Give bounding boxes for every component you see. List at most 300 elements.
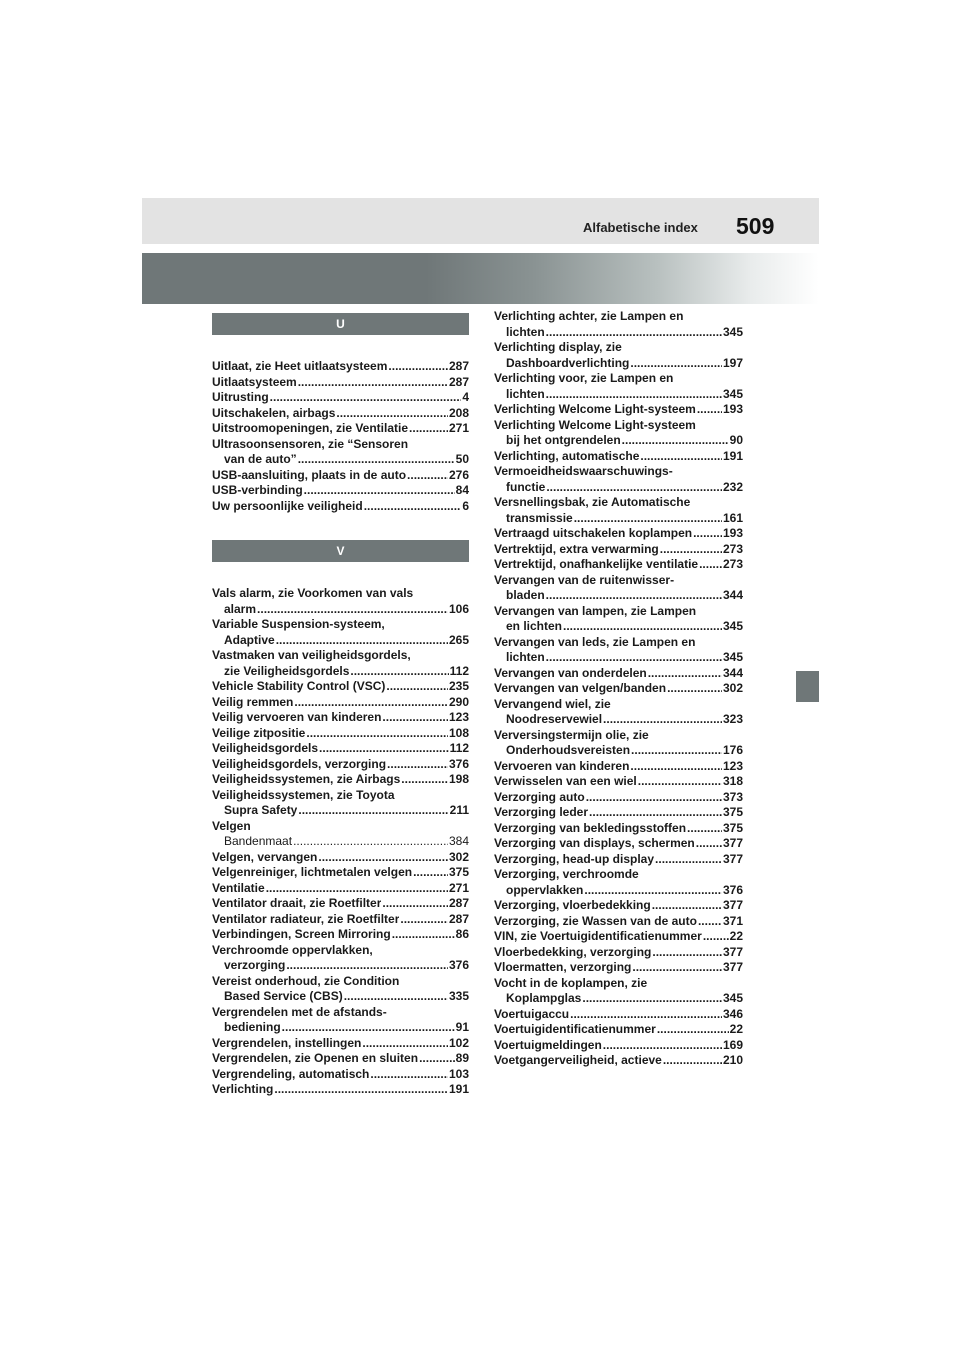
dot-leader bbox=[631, 743, 722, 759]
entry-page-number: 84 bbox=[455, 483, 469, 497]
entry-term: Uitstroomopeningen, zie Ventilatie bbox=[212, 421, 409, 435]
entry-page-number: 371 bbox=[722, 913, 743, 928]
entry-line bbox=[494, 821, 743, 837]
entry-line bbox=[212, 710, 469, 726]
index-entry bbox=[494, 836, 743, 852]
dot-leader bbox=[270, 390, 462, 406]
entry-term: Based Service (CBS) bbox=[224, 989, 343, 1003]
entry-line bbox=[212, 772, 469, 788]
entry-page-number: 193 bbox=[722, 526, 743, 540]
entry-term: Verversingstermijn olie, zie bbox=[494, 727, 649, 742]
entry-term: lichten bbox=[506, 324, 545, 339]
header-band bbox=[142, 198, 819, 244]
entry-page-number: 123 bbox=[722, 758, 743, 773]
entry-line bbox=[494, 883, 743, 899]
entry-line bbox=[212, 896, 469, 912]
entry-page-number: 345 bbox=[722, 619, 743, 633]
dot-leader bbox=[667, 681, 722, 697]
index-entry bbox=[494, 929, 743, 945]
entry-term: Vervangend wiel, zie bbox=[494, 696, 611, 711]
entry-page-number: 273 bbox=[722, 541, 743, 556]
index-entry bbox=[494, 557, 743, 573]
entry-line bbox=[494, 1007, 743, 1023]
entry-page-number: 210 bbox=[722, 1053, 743, 1067]
entry-page-number: 232 bbox=[722, 479, 743, 494]
index-entry bbox=[212, 421, 469, 437]
index-entry bbox=[212, 1036, 469, 1052]
index-entry bbox=[494, 1038, 743, 1054]
index-entry bbox=[212, 865, 469, 881]
dot-leader bbox=[304, 483, 455, 499]
entry-term: Verlichting bbox=[212, 1082, 274, 1096]
entry-term: VIN, zie Voertuigidentificatienummer bbox=[494, 929, 702, 943]
entry-line bbox=[212, 664, 469, 680]
entry-term: Verlichting voor, zie Lampen en bbox=[494, 371, 674, 385]
entry-term: USB-aansluiting, plaats in de auto bbox=[212, 467, 407, 482]
entry-line bbox=[212, 881, 469, 897]
dot-leader bbox=[696, 836, 722, 852]
index-entry bbox=[494, 790, 743, 806]
index-entry bbox=[212, 679, 469, 695]
entry-page-number: 169 bbox=[722, 1037, 743, 1052]
entry-page-number: 6 bbox=[462, 498, 469, 513]
entry-page-number: 271 bbox=[448, 421, 469, 435]
entry-line bbox=[494, 681, 743, 697]
entry-term: Verlichting achter, zie Lampen en bbox=[494, 309, 684, 323]
entry-line bbox=[212, 726, 469, 742]
dot-leader bbox=[660, 542, 722, 558]
entry-page-number: 106 bbox=[448, 601, 469, 616]
dot-leader bbox=[350, 664, 448, 680]
index-entry bbox=[494, 774, 743, 790]
entry-page-number: 375 bbox=[722, 805, 743, 819]
entry-term: Uw persoonlijke veiligheid bbox=[212, 498, 363, 513]
entry-term: Verlichting Welcome Light-systeem bbox=[494, 402, 696, 416]
entry-term: Veiligheidsgordels bbox=[212, 741, 319, 755]
entry-page-number: 373 bbox=[722, 789, 743, 804]
entry-term: Verwisselen van een wiel bbox=[494, 774, 637, 788]
entry-line bbox=[494, 1038, 743, 1054]
index-entry bbox=[494, 604, 743, 635]
entry-term: Veilige zitpositie bbox=[212, 725, 306, 740]
entry-term: bladen bbox=[506, 588, 545, 602]
index-entry bbox=[212, 772, 469, 788]
entry-term: Vergrendelen, zie Openen en sluiten bbox=[212, 1051, 419, 1065]
dot-leader bbox=[364, 499, 462, 515]
index-entry bbox=[212, 1051, 469, 1067]
index-entry bbox=[494, 914, 743, 930]
dot-leader bbox=[546, 588, 722, 604]
entry-term: Verbindingen, Screen Mirroring bbox=[212, 927, 391, 941]
entry-term: Vertraagd uitschakelen koplampen bbox=[494, 526, 693, 540]
index-entry bbox=[494, 542, 743, 558]
index-entry bbox=[212, 695, 469, 711]
entry-term: Vervoeren van kinderen bbox=[494, 758, 630, 773]
index-entry bbox=[494, 635, 743, 666]
index-column-left bbox=[212, 313, 469, 1098]
dot-leader bbox=[563, 619, 722, 635]
index-entry bbox=[212, 943, 469, 974]
entry-term: Verzorging leder bbox=[494, 805, 589, 819]
entry-term: alarm bbox=[224, 601, 257, 616]
dot-leader bbox=[266, 881, 448, 897]
entry-line bbox=[212, 1067, 469, 1083]
entry-page-number: 112 bbox=[449, 741, 469, 755]
subentry-page-number: 384 bbox=[448, 834, 469, 848]
dot-leader bbox=[582, 991, 722, 1007]
dot-leader bbox=[413, 865, 448, 881]
index-entry bbox=[212, 617, 469, 648]
dot-leader bbox=[401, 772, 448, 788]
entry-page-number: 112 bbox=[449, 663, 469, 678]
index-entry bbox=[494, 852, 743, 868]
entry-page-number: 377 bbox=[722, 836, 743, 850]
entry-line bbox=[494, 526, 743, 542]
entry-term: Vermoeidheidswaarschuwings- bbox=[494, 464, 673, 478]
entry-page-number: 287 bbox=[448, 374, 469, 389]
index-entry bbox=[212, 819, 469, 850]
entry-page-number: 377 bbox=[722, 944, 743, 959]
entry-term: transmissie bbox=[506, 510, 573, 525]
entry-term: Veiligheidssystemen, zie Airbags bbox=[212, 772, 401, 786]
dot-leader bbox=[386, 679, 448, 695]
index-entry bbox=[494, 821, 743, 837]
entry-page-number: 108 bbox=[448, 725, 469, 740]
entry-term: zie Veiligheidsgordels bbox=[224, 663, 350, 678]
entry-term: Verzorging, verchroomde bbox=[494, 867, 639, 881]
entry-page-number: 86 bbox=[455, 927, 469, 941]
index-entry bbox=[494, 340, 743, 371]
entry-line bbox=[212, 483, 469, 499]
entry-term: Vergrendelen, instellingen bbox=[212, 1035, 362, 1050]
entry-term: USB-verbinding bbox=[212, 483, 303, 497]
entry-page-number: 318 bbox=[722, 774, 743, 788]
entry-page-number: 377 bbox=[722, 851, 743, 866]
entry-line bbox=[494, 402, 743, 418]
entry-page-number: 191 bbox=[722, 448, 743, 463]
entry-term: Voetgangerveiligheid, actieve bbox=[494, 1053, 662, 1067]
dot-leader bbox=[584, 883, 722, 899]
entry-term: Veiligheidsgordels, verzorging bbox=[212, 756, 387, 771]
entry-page-number: 345 bbox=[722, 650, 743, 664]
dot-leader bbox=[407, 468, 448, 484]
entry-page-number: 91 bbox=[455, 1020, 469, 1034]
index-entry bbox=[494, 728, 743, 759]
entry-line bbox=[494, 790, 743, 806]
entry-term: Voertuigidentificatienummer bbox=[494, 1022, 656, 1036]
dot-leader bbox=[370, 1067, 448, 1083]
entry-line bbox=[494, 852, 743, 868]
entry-term: Ventilator radiateur, zie Roetfilter bbox=[212, 911, 400, 926]
entry-line bbox=[494, 805, 743, 821]
entry-page-number: 102 bbox=[448, 1035, 469, 1050]
entry-term: Veiligheidssystemen, zie Toyota bbox=[212, 787, 395, 802]
dot-leader bbox=[648, 666, 722, 682]
dot-leader bbox=[693, 526, 722, 542]
entry-term: bediening bbox=[224, 1020, 281, 1034]
dot-leader bbox=[630, 356, 722, 372]
entry-term: en lichten bbox=[506, 619, 563, 633]
dot-leader bbox=[546, 650, 722, 666]
entry-line bbox=[494, 356, 743, 372]
dot-leader bbox=[657, 1022, 729, 1038]
entry-term: Verlichting display, zie bbox=[494, 340, 622, 354]
entry-page-number: 346 bbox=[722, 1006, 743, 1021]
entry-page-number: 302 bbox=[722, 681, 743, 695]
entry-line bbox=[494, 712, 743, 728]
dot-leader bbox=[298, 452, 455, 468]
entry-line bbox=[212, 452, 469, 468]
index-entry bbox=[494, 402, 743, 418]
chapter-tab-marker bbox=[796, 671, 819, 702]
entry-line bbox=[212, 927, 469, 943]
index-entry bbox=[494, 867, 743, 898]
entry-term: Uitlaat, zie Heet uitlaatsysteem bbox=[212, 359, 388, 373]
dot-leader bbox=[589, 805, 722, 821]
entry-page-number: 89 bbox=[455, 1051, 469, 1065]
entry-page-number: 345 bbox=[722, 324, 743, 339]
index-entry bbox=[494, 495, 743, 526]
entry-line bbox=[494, 743, 743, 759]
entry-line bbox=[494, 557, 743, 573]
entry-term: Veilig remmen bbox=[212, 694, 294, 709]
entry-term: Vereist onderhoud, zie Condition bbox=[212, 973, 400, 988]
entry-line bbox=[494, 774, 743, 790]
entry-page-number: 211 bbox=[449, 803, 469, 817]
entry-term: Vergrendelen met de afstands- bbox=[212, 1004, 387, 1019]
index-entry bbox=[494, 1007, 743, 1023]
entry-line bbox=[212, 468, 469, 484]
entry-page-number: 276 bbox=[448, 467, 469, 482]
entry-term: lichten bbox=[506, 650, 545, 664]
entry-line bbox=[494, 991, 743, 1007]
index-entry bbox=[494, 805, 743, 821]
index-entry bbox=[494, 464, 743, 495]
entry-page-number: 271 bbox=[448, 880, 469, 895]
index-entry bbox=[212, 927, 469, 943]
dot-leader bbox=[387, 757, 448, 773]
dot-leader bbox=[298, 375, 448, 391]
entry-line bbox=[212, 375, 469, 391]
dot-leader bbox=[409, 421, 448, 437]
dot-leader bbox=[546, 480, 722, 496]
dot-leader bbox=[632, 960, 722, 976]
dot-leader bbox=[603, 712, 722, 728]
section-letter-header: U bbox=[212, 313, 469, 335]
dot-leader bbox=[687, 821, 722, 837]
dot-leader bbox=[286, 958, 448, 974]
dot-leader bbox=[276, 633, 448, 649]
dot-leader bbox=[419, 1051, 455, 1067]
dot-leader bbox=[298, 803, 448, 819]
entry-page-number: 302 bbox=[448, 849, 469, 864]
entry-line bbox=[494, 387, 743, 403]
index-entry bbox=[212, 1082, 469, 1098]
entry-page-number: 345 bbox=[722, 386, 743, 401]
header-gradient-bar bbox=[142, 253, 819, 304]
index-entry bbox=[212, 1005, 469, 1036]
index-entry bbox=[494, 449, 743, 465]
index-entry bbox=[494, 666, 743, 682]
entry-page-number: 376 bbox=[722, 882, 743, 897]
entry-line bbox=[212, 1020, 469, 1036]
entry-line bbox=[494, 619, 743, 635]
entry-term: Verzorging van bekledingsstoffen bbox=[494, 820, 687, 835]
index-entry bbox=[212, 896, 469, 912]
dot-leader bbox=[546, 387, 722, 403]
entry-page-number: 376 bbox=[448, 756, 469, 771]
entry-line bbox=[212, 803, 469, 819]
entry-line bbox=[212, 695, 469, 711]
entry-line bbox=[212, 1082, 469, 1098]
entry-page-number: 50 bbox=[455, 452, 469, 466]
entry-term: Variable Suspension-systeem, bbox=[212, 617, 385, 631]
entry-line bbox=[494, 836, 743, 852]
entry-term: Vloerbedekking, verzorging bbox=[494, 944, 652, 959]
index-entry bbox=[212, 406, 469, 422]
entry-term: Vervangen van lampen, zie Lampen bbox=[494, 603, 697, 618]
entry-line bbox=[212, 679, 469, 695]
entry-page-number: 191 bbox=[448, 1082, 469, 1096]
entry-page-number: 375 bbox=[722, 820, 743, 835]
entry-line bbox=[212, 989, 469, 1005]
dot-leader bbox=[382, 710, 448, 726]
entry-line bbox=[494, 929, 743, 945]
entry-term: Noodreservewiel bbox=[506, 712, 603, 726]
entry-term: Velgen, vervangen bbox=[212, 849, 318, 864]
index-entry bbox=[212, 483, 469, 499]
index-entry bbox=[494, 697, 743, 728]
section-letter-header: V bbox=[212, 540, 469, 562]
entry-term: Supra Safety bbox=[224, 803, 298, 817]
index-entry bbox=[494, 371, 743, 402]
entry-line bbox=[212, 741, 469, 757]
entry-page-number: 344 bbox=[722, 665, 743, 680]
index-entry bbox=[212, 375, 469, 391]
entry-term: Vervangen van velgen/banden bbox=[494, 681, 667, 695]
index-entry bbox=[494, 573, 743, 604]
dot-leader bbox=[697, 402, 722, 418]
entry-page-number: 22 bbox=[729, 1022, 743, 1036]
entry-page-number: 161 bbox=[722, 510, 743, 525]
entry-page-number: 376 bbox=[448, 958, 469, 972]
index-entry bbox=[212, 912, 469, 928]
index-entry bbox=[494, 960, 743, 976]
entry-term: Dashboardverlichting bbox=[506, 355, 630, 370]
dot-leader bbox=[546, 325, 722, 341]
entry-term: Verzorging, head-up display bbox=[494, 851, 655, 866]
dot-leader bbox=[586, 790, 722, 806]
entry-page-number: 377 bbox=[722, 898, 743, 912]
dot-leader bbox=[698, 914, 722, 930]
dot-leader bbox=[392, 927, 455, 943]
index-entry bbox=[494, 759, 743, 775]
index-entry bbox=[212, 1067, 469, 1083]
entry-line bbox=[494, 898, 743, 914]
header-title: Alfabetische index bbox=[583, 220, 698, 235]
entry-line bbox=[494, 914, 743, 930]
entry-term: Ventilatie bbox=[212, 880, 265, 895]
dot-leader bbox=[362, 1036, 448, 1052]
entry-page-number: 208 bbox=[448, 405, 469, 420]
entry-term: Vloermatten, verzorging bbox=[494, 960, 632, 974]
index-entry bbox=[494, 681, 743, 697]
subentry-term: Bandenmaat bbox=[224, 834, 293, 848]
index-entry bbox=[212, 850, 469, 866]
entry-term: Velgen bbox=[212, 818, 251, 833]
entry-line bbox=[494, 511, 743, 527]
dot-leader bbox=[652, 898, 722, 914]
entry-line bbox=[212, 359, 469, 375]
dot-leader bbox=[306, 726, 448, 742]
dot-leader bbox=[655, 852, 722, 868]
entry-line bbox=[212, 390, 469, 406]
entry-page-number: 103 bbox=[448, 1066, 469, 1081]
entry-term: Velgenreiniger, lichtmetalen velgen bbox=[212, 865, 413, 879]
entry-term: Verchroomde oppervlakken, bbox=[212, 942, 373, 957]
dot-leader bbox=[318, 850, 448, 866]
entry-page-number: 377 bbox=[722, 960, 743, 974]
index-entry bbox=[212, 881, 469, 897]
entry-line bbox=[494, 542, 743, 558]
dot-leader bbox=[400, 912, 448, 928]
entry-term: oppervlakken bbox=[506, 882, 584, 897]
entry-line bbox=[212, 406, 469, 422]
dot-leader bbox=[603, 1038, 722, 1054]
index-entry bbox=[494, 976, 743, 1007]
entry-page-number: 4 bbox=[462, 390, 469, 404]
entry-page-number: 335 bbox=[448, 989, 469, 1003]
index-entry bbox=[494, 945, 743, 961]
entry-line bbox=[494, 945, 743, 961]
entry-term: Verlichting Welcome Light-systeem bbox=[494, 417, 696, 432]
dot-leader bbox=[388, 359, 448, 375]
entry-term: Verzorging, zie Wassen van de auto bbox=[494, 913, 697, 928]
entry-page-number: 287 bbox=[448, 359, 469, 373]
dot-leader bbox=[293, 834, 448, 850]
dot-leader bbox=[652, 945, 722, 961]
dot-leader bbox=[640, 449, 722, 465]
entry-page-number: 198 bbox=[448, 772, 469, 786]
index-entry bbox=[494, 526, 743, 542]
dot-leader bbox=[630, 759, 722, 775]
section-spacer bbox=[212, 514, 469, 540]
entry-line bbox=[212, 633, 469, 649]
index-entry bbox=[494, 1053, 743, 1069]
entry-page-number: 273 bbox=[722, 557, 743, 571]
entry-line bbox=[494, 960, 743, 976]
entry-page-number: 123 bbox=[448, 710, 469, 724]
index-entry bbox=[494, 309, 743, 340]
entry-term: verzorging bbox=[224, 958, 286, 972]
index-entry bbox=[212, 468, 469, 484]
entry-term: Versnellingsbak, zie Automatische bbox=[494, 495, 691, 509]
entry-term: van de auto” bbox=[224, 452, 297, 466]
entry-page-number: 345 bbox=[722, 991, 743, 1005]
index-entry bbox=[212, 757, 469, 773]
dot-leader bbox=[282, 1020, 455, 1036]
dot-leader bbox=[382, 896, 448, 912]
entry-term: Onderhoudsvereisten bbox=[506, 743, 631, 757]
entry-term: Verzorging, vloerbedekking bbox=[494, 898, 651, 912]
entry-term: Vehicle Stability Control (VSC) bbox=[212, 679, 386, 693]
index-entry bbox=[212, 710, 469, 726]
entry-term: Koplampglas bbox=[506, 991, 582, 1005]
entry-subline bbox=[212, 834, 469, 850]
entry-line bbox=[212, 757, 469, 773]
entry-term: lichten bbox=[506, 386, 545, 401]
entry-term: Vals alarm, zie Voorkomen van vals bbox=[212, 586, 414, 600]
